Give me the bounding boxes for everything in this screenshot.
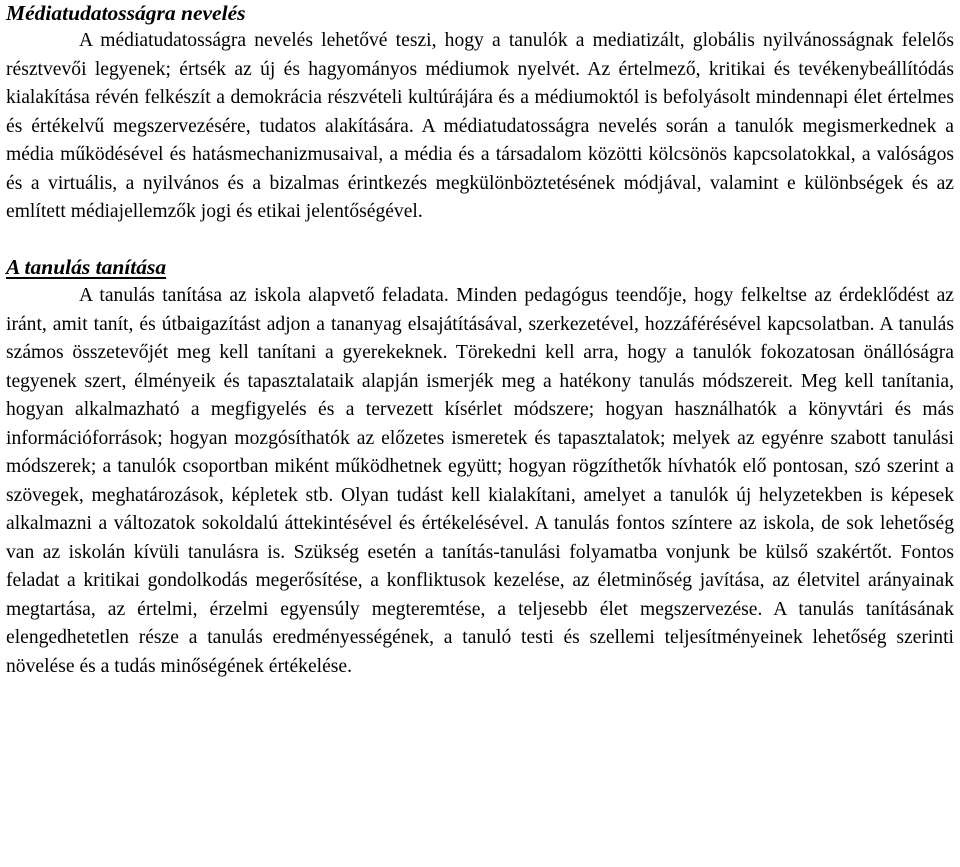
section-heading-tanulas-tanitasa: A tanulás tanítása xyxy=(6,255,167,279)
document-page xyxy=(6,0,954,681)
section-paragraph-mediatudatossag: A médiatudatosságra nevelés lehetővé teszi, hogy a tanulók a mediatizált, globális nyilvánosságnak felelős résztvevői legyenek; értsék az új és hagyományos médiumok nyelvét. Az értelmező, kritikai és tevékenybeállítódás kialakítása révén felkészít a demokrácia részvételi kultúrájára és a médiumoktól is befolyásolt mindennapi élet értelmes és értékelvű megszervezésére, tudatos alakítására. A médiatudatosságra nevelés során a tanulók megismerkednek a média működésével és hatásmechanizmusaival, a média és a társadalom közötti kölcsönös kapcsolatokkal, a valóságos és a virtuális, a nyilvános és a bizalmas érintkezés megkülönböztetésének módjával, valamint e különbségek és az említett médiajellemzők jogi és etikai jelentőségével. xyxy=(6,30,954,222)
section-paragraph-tanulas-tanitasa: A tanulás tanítása az iskola alapvető feladata. Minden pedagógus teendője, hogy felkeltse az érdeklődést az iránt, amit tanít, és útbaigazítást adjon a tananyag elsajátításával, szerkezetével, hozzáférésével kapcsolatban. A tanulás számos összetevőjét meg kell tanítani a gyerekeknek. Törekedni kell arra, hogy a tanulók fokozatosan önállóságra tegyenek szert, élményeik és tapasztalataik alapján ismerjék meg a hatékony tanulás módszereit. Meg kell tanítania, hogyan alkalmazható a megfigyelés és a tervezett kísérlet módszere; hogyan használhatók a könyvtári és más információforrások; hogyan mozgósíthatók az előzetes ismeretek és tapasztalatok; melyek az egyénre szabott tanulási módszerek; a tanulók csoportban miként működhetnek együtt; hogyan rögzíthetők hívhatók elő pontosan, szó szerint a szövegek, meghatározások, képletek stb. Olyan tudást kell kialakítani, amelyet a tanulók új helyzetekben is képesek alkalmazni a változatok sokoldalú áttekintésével és értékelésével. A tanulás fontos színtere az iskola, de sok lehetőség van az iskolán kívüli tanulásra is. Szükség esetén a tanítás-tanulási folyamatba vonjunk be külső szakértőt. Fontos feladat a kritikai gondolkodás megerősítése, a konfliktusok kezelése, az életminőség javítása, az életvitel arányainak megtartása, az értelmi, érzelmi egyensúly megteremtése, a teljesebb élet megszervezése. A tanulás tanításának elengedhetetlen része a tanulás eredményességének, a tanuló testi és szellemi teljesítményeinek lehetőség szerinti növelése és a tudás minőségének értékelése. xyxy=(6,285,954,677)
section-heading-mediatudatossag: Médiatudatosságra nevelés xyxy=(6,1,246,25)
